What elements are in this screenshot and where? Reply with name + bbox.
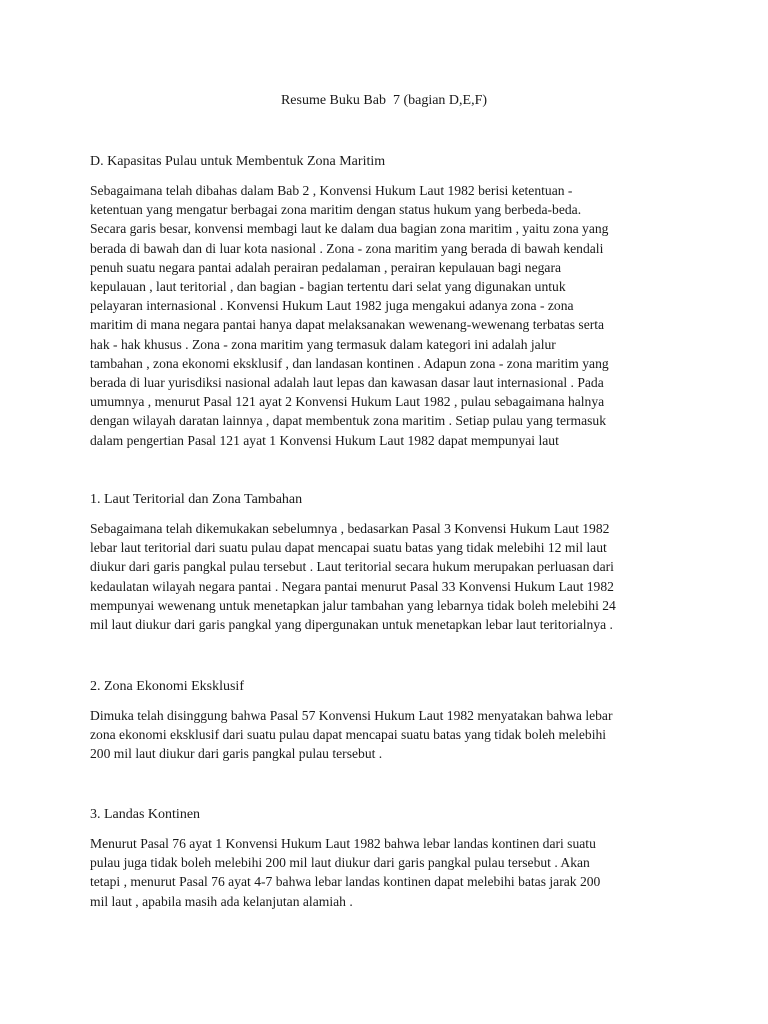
- paragraph-line: kepulauan , laut teritorial , dan bagian - bagian tertentu dari selat yang digunakan untuk: [90, 279, 566, 295]
- paragraph-line: berada di bawah dan di luar kota nasional . Zona - zona maritim yang berada di bawah kendali: [90, 240, 604, 256]
- section-heading-2: 2. Zona Ekonomi Eksklusif: [90, 679, 244, 694]
- section-body-2: [90, 706, 690, 764]
- paragraph-line: 200 mil laut diukur dari garis pangkal pulau tersebut .: [90, 746, 383, 762]
- paragraph-line: pulau juga tidak boleh melebihi 200 mil laut diukur dari garis pangkal pulau tersebut . Akan: [90, 855, 590, 871]
- paragraph-line: zona ekonomi eksklusif dari suatu pulau dapat mencapai suatu batas yang tidak boleh melebihi: [90, 727, 607, 743]
- paragraph-line: Dimuka telah disinggung bahwa Pasal 57 Konvensi Hukum Laut 1982 menyatakan bahwa lebar: [90, 708, 613, 723]
- paragraph-line: Menurut Pasal 76 ayat 1 Konvensi Hukum Laut 1982 bahwa lebar landas kontinen dari suatu: [90, 836, 596, 851]
- paragraph-line: mil laut diukur dari garis pangkal yang dipergunakan untuk menetapkan lebar laut teritorialnya .: [90, 617, 613, 633]
- section-heading-3: 3. Landas Kontinen: [90, 807, 201, 822]
- paragraph-line: hak - hak khusus . Zona - zona maritim yang termasuk dalam kategori ini adalah jalur: [90, 336, 556, 352]
- paragraph-line: kedaulatan wilayah negara pantai . Negara pantai menurut Pasal 33 Konvensi Hukum Laut 1982: [90, 578, 614, 594]
- paragraph-line: mempunyai wewenang untuk menetapkan jalur tambahan yang lebarnya tidak boleh melebihi 24: [90, 597, 616, 613]
- paragraph-line: lebar laut teritorial dari suatu pulau dapat mencapai suatu batas yang tidak melebihi 12 mil laut: [90, 540, 607, 556]
- section-body-3: [90, 834, 690, 911]
- paragraph-line: berada di luar yurisdiksi nasional adalah laut lepas dan kawasan dasar laut internasional . Pada: [90, 375, 604, 391]
- paragraph-line: penuh suatu negara pantai adalah perairan pedalaman , perairan kepulauan bagi negara: [90, 259, 562, 275]
- paragraph-line: dengan wilayah daratan lainnya , dapat membentuk zona maritim . Setiap pulau yang termasuk: [90, 413, 607, 429]
- paragraph-line: Sebagaimana telah dibahas dalam Bab 2 , Konvensi Hukum Laut 1982 berisi ketentuan -: [90, 183, 573, 198]
- paragraph-line: pelayaran internasional . Konvensi Hukum Laut 1982 juga mengakui adanya zona - zona: [90, 298, 574, 314]
- paragraph-line: Sebagaimana telah dikemukakan sebelumnya , bedasarkan Pasal 3 Konvensi Hukum Laut 1982: [90, 521, 610, 536]
- paragraph-line: mil laut , apabila masih ada kelanjutan alamiah .: [90, 893, 353, 909]
- paragraph-line: umumnya , menurut Pasal 121 ayat 2 Konvensi Hukum Laut 1982 , pulau sebagaimana halnya: [90, 394, 605, 410]
- paragraph-line: diukur dari garis pangkal pulau tersebut . Laut teritorial secara hukum merupakan perluasan dari: [90, 559, 614, 575]
- paragraph-line: tetapi , menurut Pasal 76 ayat 4-7 bahwa lebar landas kontinen dapat melebihi batas jarak 200: [90, 874, 601, 890]
- paragraph-line: tambahan , zona ekonomi eksklusif , dan landasan kontinen . Adapun zona - zona maritim yang: [90, 355, 609, 371]
- paragraph-line: ketentuan yang mengatur berbagai zona maritim dengan status hukum yang berbeda-beda.: [90, 202, 582, 218]
- paragraph-line: Secara garis besar, konvensi membagi laut ke dalam dua bagian zona maritim , yaitu zona yang: [90, 221, 609, 237]
- paragraph-line: dalam pengertian Pasal 121 ayat 1 Konvensi Hukum Laut 1982 dapat mempunyai laut: [90, 432, 559, 448]
- document-title: Resume Buku Bab 7 (bagian D,E,F): [280, 93, 488, 108]
- paragraph-line: maritim di mana negara pantai hanya dapat melaksanakan wewenang-wewenang terbatas serta: [90, 317, 605, 333]
- section-heading-1: 1. Laut Teritorial dan Zona Tambahan: [90, 492, 303, 507]
- section-body-d: [90, 181, 690, 450]
- section-heading-d: D. Kapasitas Pulau untuk Membentuk Zona Maritim: [90, 154, 386, 169]
- section-body-1: [90, 519, 690, 634]
